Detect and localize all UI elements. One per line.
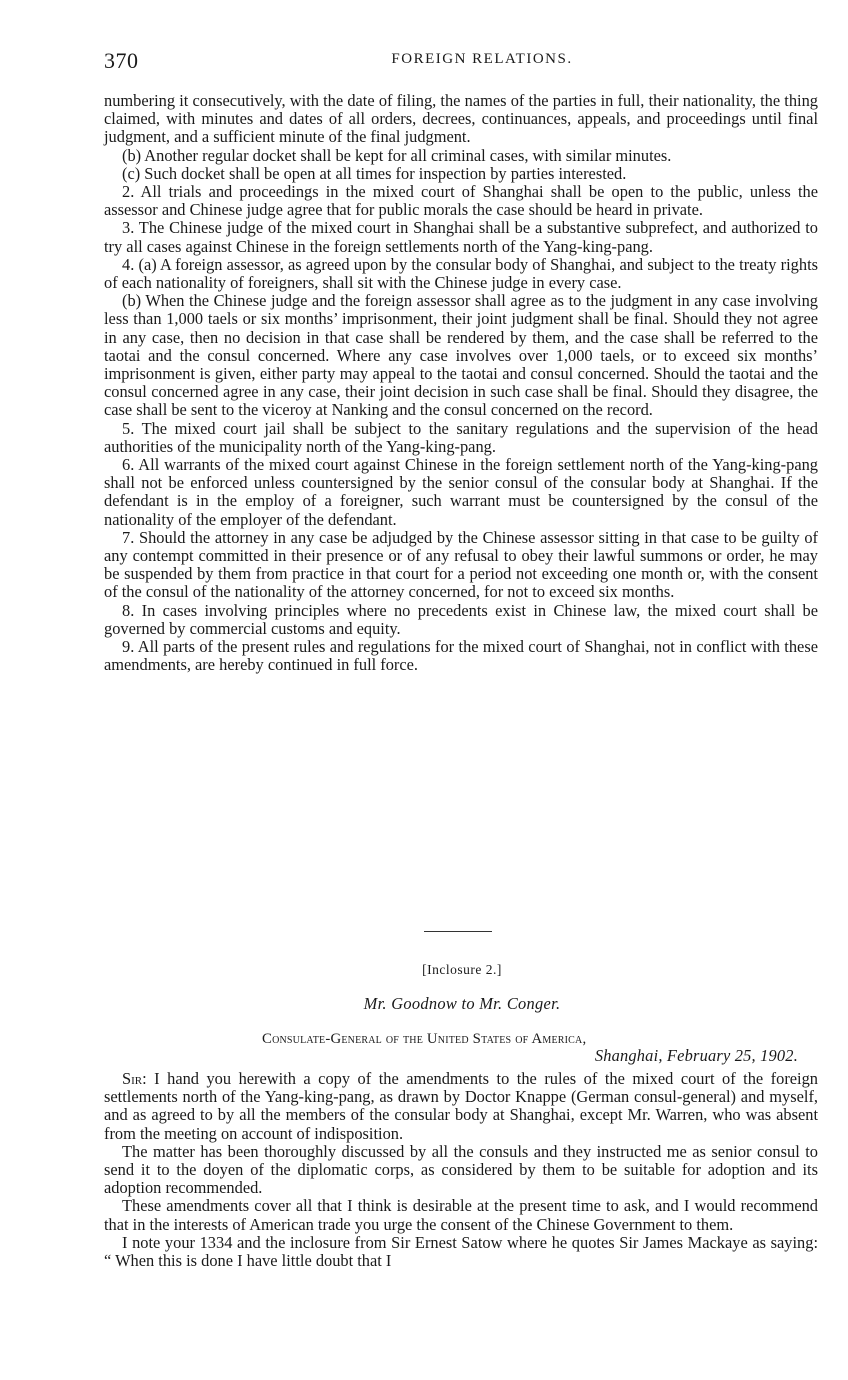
paragraph: (b) Another regular docket shall be kept for all criminal cases, with similar minutes. [122, 145, 672, 165]
paragraph: (c) Such docket shall be open at all times for inspection by parties interested. [122, 163, 627, 183]
paragraph: 7. Should the attorney in any case be adjudged by the Chinese assessor sitting in that case to be guilty of any contempt committed in their presence or of any refusal to obey their lawful summons or order, he may be suspended by them from practice in that court for a period not exceeding one month or, with the consent of the consul of the nationality of the attorney concerned, for not to exceed six months. [104, 527, 818, 602]
letter-paragraph-text: : I hand you herewith a copy of the amendments to the rules of the mixed court of the foreign settlements north of the Yang-king-pang, as drawn by Doctor Knappe (German consul-general) and myself, and as agreed to by all the members of the consular body at Shanghai, except Mr. Warren, who was absent from the meeting on account of indisposition. [104, 1069, 818, 1143]
letter-title: Mr. Goodnow to Mr. Conger. [363, 994, 561, 1013]
letter-body [104, 1070, 818, 1270]
section-divider [424, 931, 492, 932]
letter-paragraph: These amendments cover all that I think is desirable at the present time to ask, and I would recommend that in the interests of American trade you urge the consent of the Chinese Government to them. [104, 1196, 818, 1234]
letter-paragraph: The matter has been thoroughly discussed by all the consuls and they instructed me as senior consul to send it to the doyen of the diplomatic corps, as considered by them to be suitable for adoption and its adoption recommended. [104, 1141, 818, 1198]
paragraph: numbering it consecutively, with the date of filing, the names of the parties in full, their nationality, the thing claimed, with minutes and dates of all orders, decrees, continuances, appeals, and proceedings until final judgment, and a sufficient minute of the final judgment. [104, 91, 818, 147]
paragraph: 2. All trials and proceedings in the mixed court of Shanghai shall be open to the public, unless the assessor and Chinese judge agree that for public morals the case should be heard in private. [104, 182, 818, 220]
letter-paragraph [104, 1070, 818, 1143]
salutation: Sir [122, 1069, 143, 1088]
paragraph: 4. (a) A foreign assessor, as agreed upon by the consular body of Shanghai, and subject to the treaty rights of each nationality of foreigners, shall sit with the Chinese judge in every case. [104, 254, 818, 293]
running-head [104, 48, 820, 76]
dateline: Shanghai, February 25, 1902. [594, 1046, 798, 1065]
letterhead-text: Consulate-General of the United States of America, [262, 1031, 587, 1047]
page-number: 370 [104, 48, 139, 73]
paragraph: (b) When the Chinese judge and the foreign assessor shall agree as to the judgment in any case involving less than 1,000 taels or six months’ imprisonment, their joint judgment shall be final. Should they not agree in any case, then no decision in that case shall be rendered by them, and the case shall be referred to the taotai and the consul concerned. Where any case involves over 1,000 taels, or to exceed six months’ imprisonment is given, either party may appeal to the taotai and consul concerned. Should the taotai and the consul concerned agree in any case, their joint decision in such case shall be final. Should they disagree, the case shall be sent to the viceroy at Nanking and the consul concerned on the record. [104, 291, 818, 420]
paragraph: 6. All warrants of the mixed court against Chinese in the foreign settlement north of the Yang-king-pang shall not be enforced unless countersigned by the senior consul of the consular body at Shanghai. If the defendant is in the employ of a foreigner, such warrant must be countersigned by the consul of the nationality of the employer of the defendant. [104, 455, 818, 529]
running-title: FOREIGN RELATIONS. [391, 51, 573, 67]
enclosure-label: [Inclosure 2.] [422, 962, 502, 977]
paragraph: 8. In cases involving principles where no precedents exist in Chinese law, the mixed court shall be governed by commercial customs and equity. [104, 600, 818, 638]
paragraph: 9. All parts of the present rules and regulations for the mixed court of Shanghai, not in conflict with these amendments, are hereby continued in full force. [104, 637, 818, 675]
amendments-text [104, 92, 818, 675]
paragraph: 3. The Chinese judge of the mixed court in Shanghai shall be a substantive subprefect, and authorized to try all cases against Chinese in the foreign settlements north of the Yang-king-pang. [104, 218, 818, 256]
letter-paragraph: I note your 1334 and the inclosure from Sir Ernest Satow where he quotes Sir James Mackaye as saying: “ When this is done I have little doubt that I [104, 1232, 818, 1271]
paragraph: 5. The mixed court jail shall be subject to the sanitary regulations and the supervision of the head authorities of the municipality north of the Yang-king-pang. [104, 418, 818, 456]
